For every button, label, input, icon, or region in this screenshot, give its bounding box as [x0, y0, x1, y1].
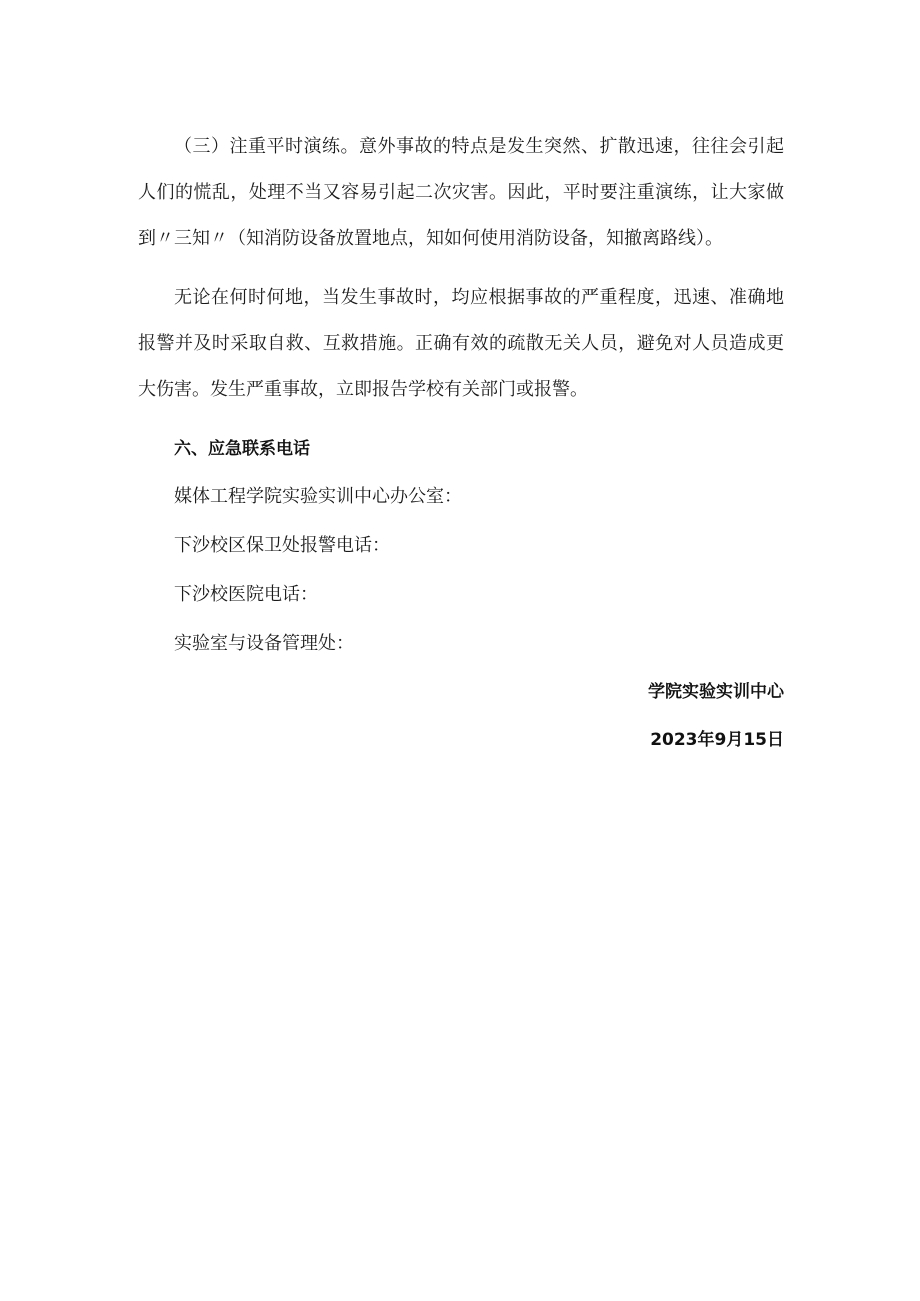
- contact-item: 下沙校区保卫处报警电话：: [174, 535, 390, 556]
- document-body: [138, 124, 784, 764]
- contact-item: 下沙校医院电话：: [174, 584, 318, 605]
- signature-organization: 学院实验实训中心: [648, 682, 784, 702]
- contact-item: 媒体工程学院实验实训中心办公室：: [174, 486, 462, 507]
- section-heading: 六、应急联系电话: [174, 439, 310, 459]
- paragraph-emergency-response: 无论在何时何地，当发生事故时，均应根据事故的严重程度，迅速、准确地报警并及时采取自救、互救措施。正确有效的疏散无关人员，避免对人员造成更大伤害。发生严重事故，立即报告学校有关部门或报警。: [138, 287, 784, 400]
- signature-date: 2023年9月15日: [650, 730, 784, 750]
- paragraph-drill: （三）注重平时演练。意外事故的特点是发生突然、扩散迅速，往往会引起人们的慌乱，处理不当又容易引起二次灾害。因此，平时要注重演练，让大家做到〃三知〃（知消防设备放置地点，知如何使用消防设备，知撤离路线）。: [138, 136, 784, 249]
- contact-item: 实验室与设备管理处：: [174, 633, 354, 654]
